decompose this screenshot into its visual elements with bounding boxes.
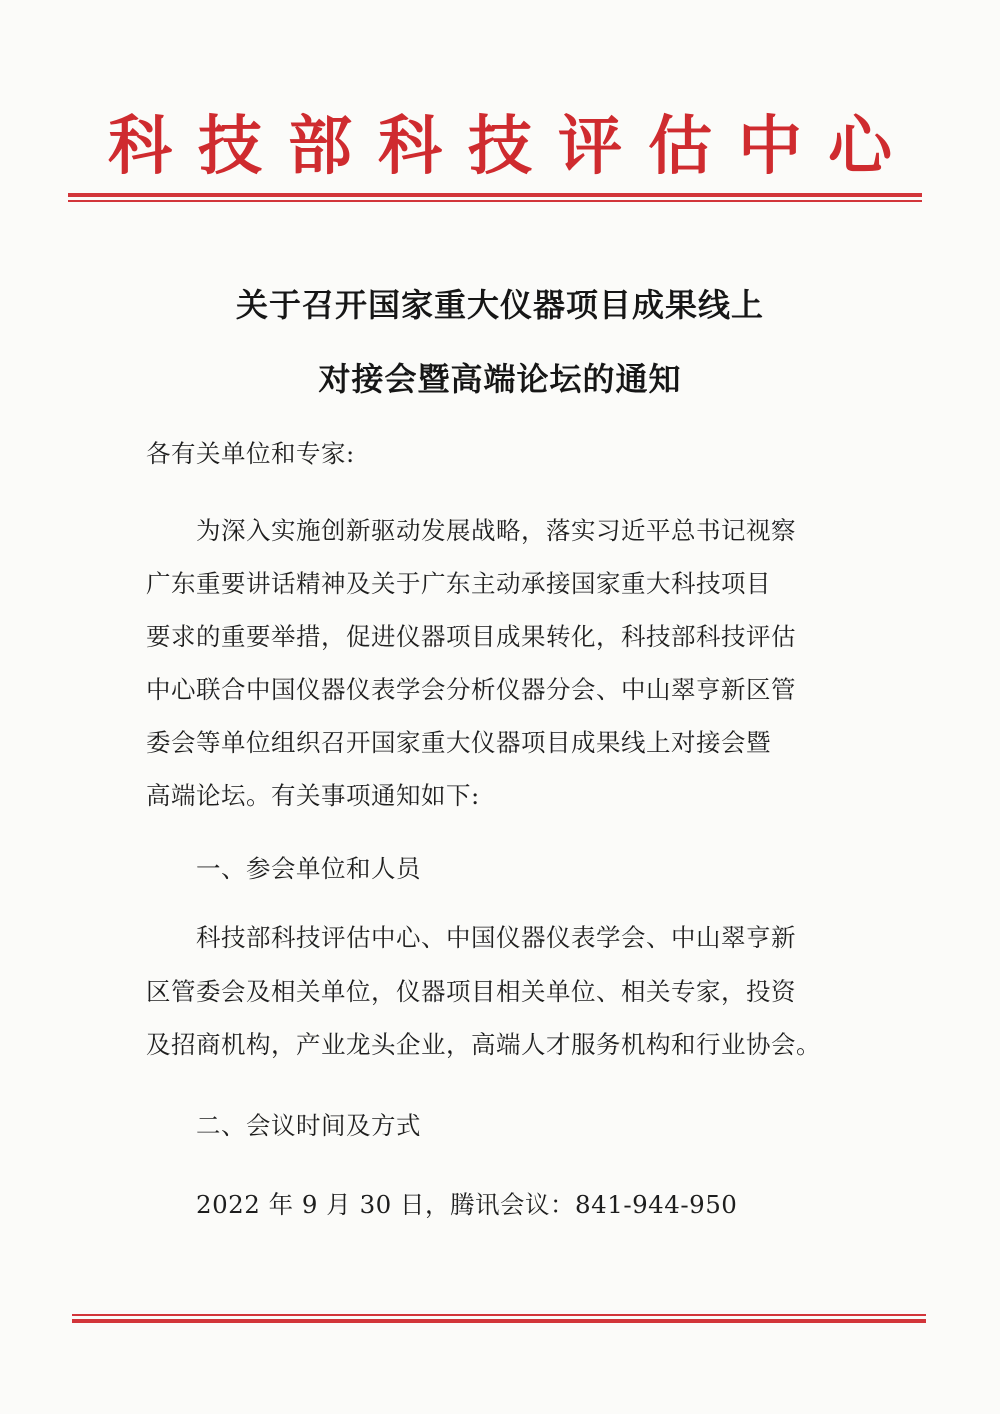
masthead-org-name: 科技部科技评估中心: [108, 109, 918, 184]
section-1-line: 及招商机构，产业龙头企业，高端人才服务机构和行业协会。: [146, 1030, 821, 1059]
salutation: 各有关单位和专家:: [146, 439, 355, 468]
section-2-heading: 二、会议时间及方式: [196, 1111, 421, 1140]
section-1-heading: 一、参会单位和人员: [196, 854, 421, 883]
intro-line: 要求的重要举措，促进仪器项目成果转化，科技部科技评估: [146, 622, 796, 651]
intro-line: 委会等单位组织召开国家重大仪器项目成果线上对接会暨: [146, 728, 771, 757]
section-1-line: 区管委会及相关单位，仪器项目相关单位、相关专家，投资: [146, 977, 796, 1006]
meeting-time-line: 2022 年 9 月 30 日，腾讯会议：841-944-950: [196, 1190, 738, 1219]
red-rule-top: [68, 193, 922, 202]
intro-line: 中心联合中国仪器仪表学会分析仪器分会、中山翠亨新区管: [146, 675, 796, 704]
document-title-line-2: 对接会暨高端论坛的通知: [318, 360, 682, 398]
intro-line: 为深入实施创新驱动发展战略，落实习近平总书记视察: [196, 516, 796, 545]
intro-line: 高端论坛。有关事项通知如下:: [146, 781, 480, 810]
intro-line: 广东重要讲话精神及关于广东主动承接国家重大科技项目: [146, 569, 771, 598]
document-title-line-1: 关于召开国家重大仪器项目成果线上: [235, 286, 764, 324]
red-rule-bottom: [72, 1314, 926, 1323]
section-1-line: 科技部科技评估中心、中国仪器仪表学会、中山翠亨新: [196, 923, 796, 952]
